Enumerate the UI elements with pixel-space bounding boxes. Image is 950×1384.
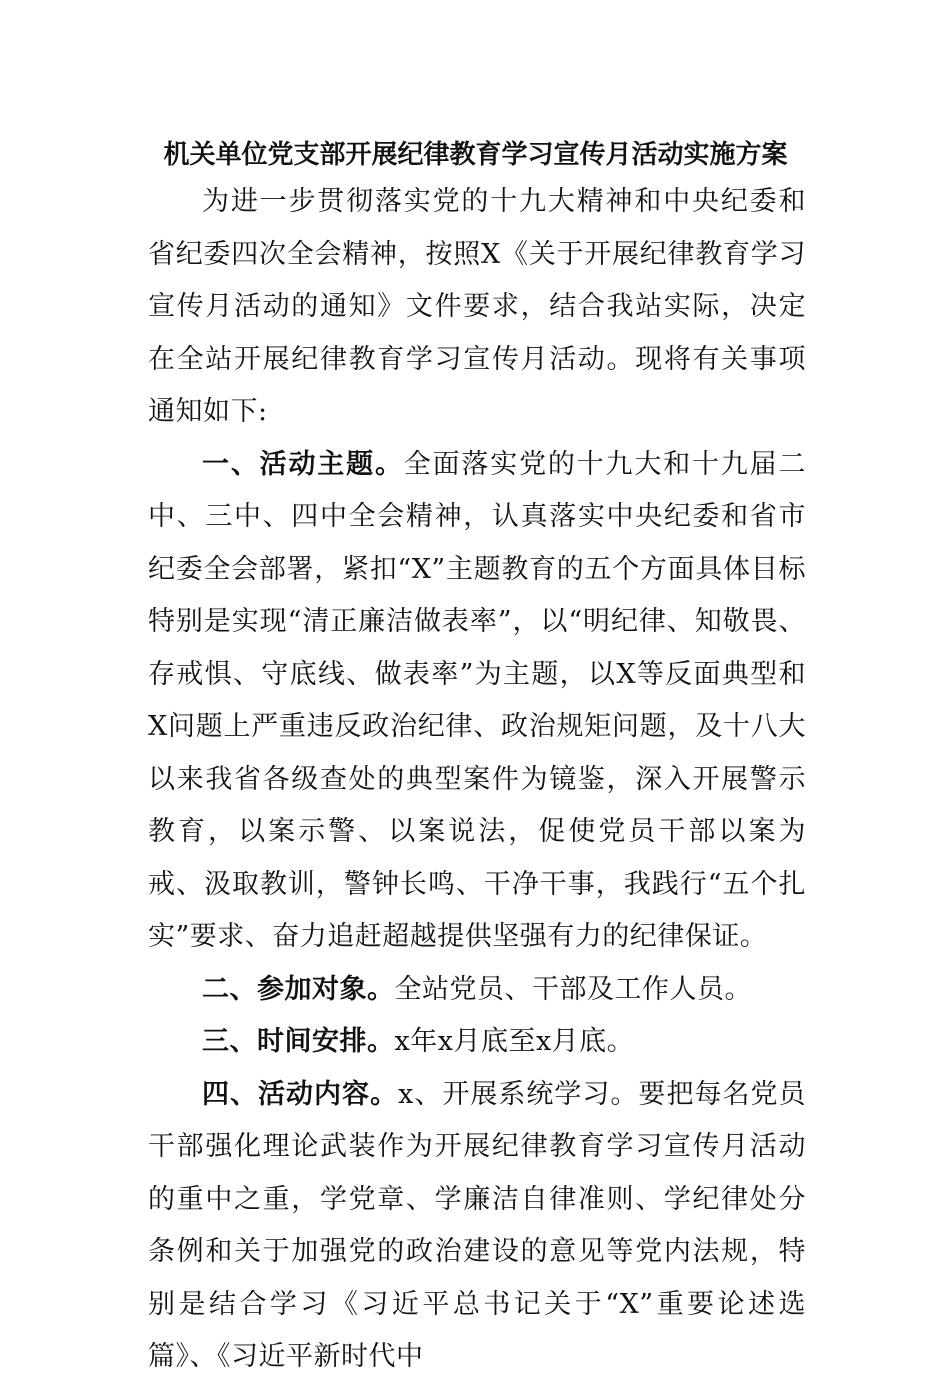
section-text: 全面落实党的十九大和十九届二中、三中、四中全会精神，认真落实中央纪委和省市纪委全会部署，紧扣“X”主题教育的五个方面具体目标特别是实现“清正廉洁做表率”，以“明纪律、知敬畏、存戒惧、守底线、做表率”为主题，以X等反面典型和X问题上严重违反政治纪律、政治规矩问题，及十八大以来我省各级查处的典型案件为镜鉴，深入开展警示教育，以案示警、以案说法，促使党员干部以案为戒、汲取教训，警钟长鸣、干净干事，我践行“五个扎实”要求、奋力追赶超越提供坚强有力的纪律保证。 xyxy=(148,448,807,952)
intro-paragraph: 为进一步贯彻落实党的十九大精神和中央纪委和省纪委四次全会精神，按照X《关于开展纪律教育学习宣传月活动的通知》文件要求，结合我站实际，决定在全站开展纪律教育学习宣传月活动。现将有关事项通知如下: xyxy=(148,186,806,427)
section-schedule xyxy=(148,1016,806,1069)
section-heading: 四、活动内容。 xyxy=(202,1078,399,1110)
section-activity-content xyxy=(148,1069,806,1384)
section-text: x、开展系统学习。要把每名党员干部强化理论武装作为开展纪律教育学习宣传月活动的重中之重，学党章、学廉洁自律准则、学纪律处分条例和关于加强党的政治建设的意见等党内法规，特别是结合学习《习近平总书记关于“X”重要论述选篇》、《习近平新时代中 xyxy=(148,1078,806,1372)
section-heading: 三、时间安排。 xyxy=(202,1026,395,1057)
section-text: x年x月底至x月底。 xyxy=(394,1026,635,1057)
section-text: 全站党员、干部及工作人员。 xyxy=(394,973,752,1005)
document-title: 机关单位党支部开展纪律教育学习宣传月活动实施方案 xyxy=(163,140,788,170)
section-heading: 一、活动主题。 xyxy=(202,448,404,480)
section-participants xyxy=(148,964,806,1017)
section-activity-theme xyxy=(148,439,806,964)
document-body xyxy=(148,176,806,1384)
section-heading: 二、参加对象。 xyxy=(202,973,395,1005)
